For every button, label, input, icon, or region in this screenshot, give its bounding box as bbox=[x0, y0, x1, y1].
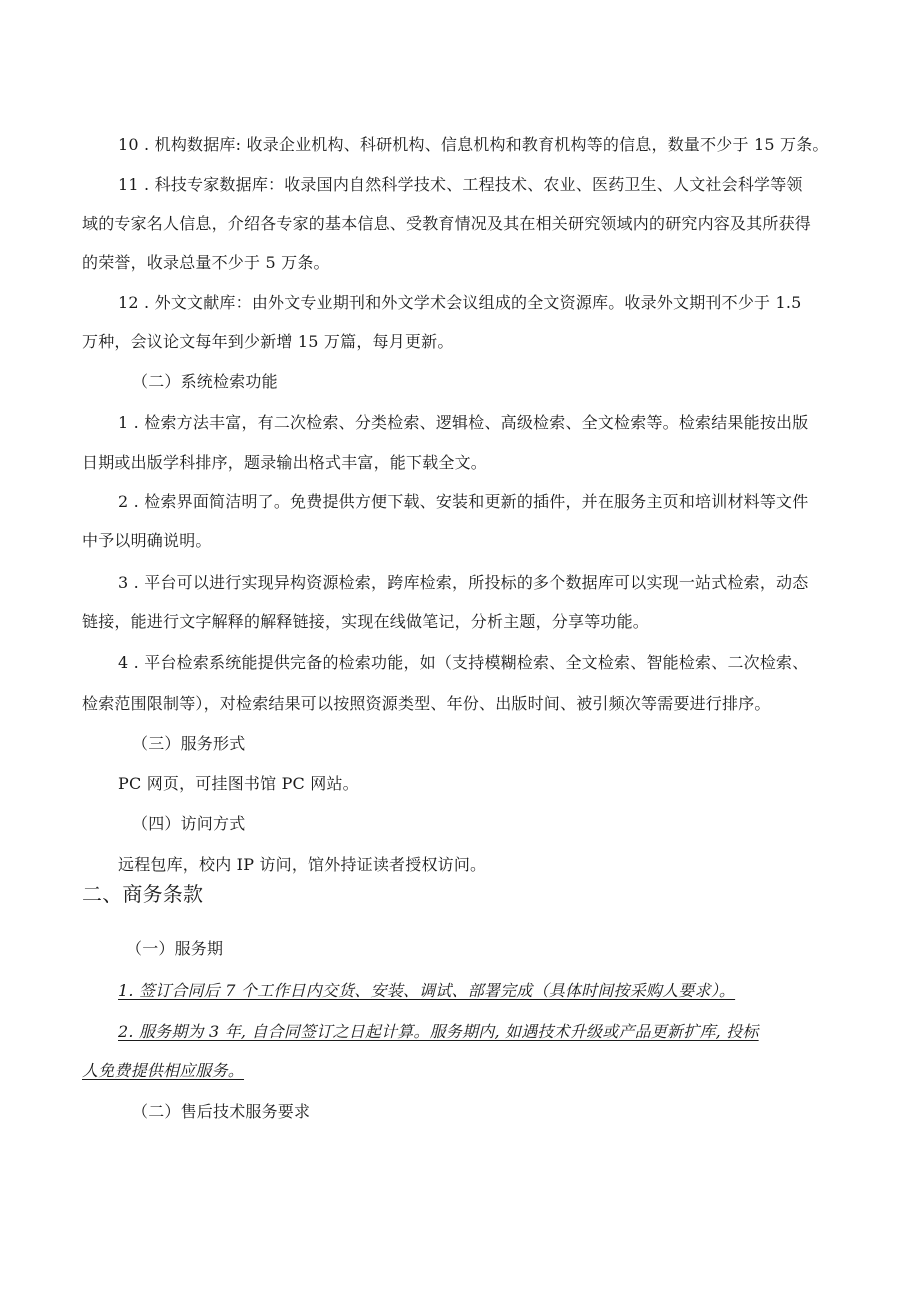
section-heading-search: （二）系统检索功能 bbox=[132, 372, 278, 391]
section-heading-service-form: （三）服务形式 bbox=[132, 734, 246, 753]
item-12-line-1: 12 . 外文文献库：由外文专业期刊和外文学术会议组成的全文资源库。收录外文期刊不少于 1.5 bbox=[118, 293, 802, 312]
search-item-4-line-2: 检索范围限制等），对检索结果可以按照资源类型、年份、出版时间、被引频次等需要进行排序。 bbox=[82, 694, 771, 713]
sub-heading-service-period: （一）服务期 bbox=[126, 939, 224, 958]
search-item-3-line-1: 3 . 平台可以进行实现异构资源检索，跨库检索，所投标的多个数据库可以实现一站式检索，动态 bbox=[118, 573, 809, 592]
item-11-line-2: 域的专家名人信息，介绍各专家的基本信息、受教育情况及其在相关研究领域内的研究内容及其所获得 bbox=[82, 214, 812, 233]
part-heading-commercial-terms: 二、商务条款 bbox=[82, 882, 204, 906]
service-period-item-1: 1. 签订合同后 7 个工作日内交货、安装、调试、部署完成（具体时间按采购人要求）。 bbox=[118, 981, 736, 1000]
service-period-item-2-line-2: 人免费提供相应服务。 bbox=[82, 1061, 245, 1080]
section-heading-access: （四）访问方式 bbox=[132, 814, 246, 833]
item-11-line-3: 的荣誉，收录总量不少于 5 万条。 bbox=[82, 253, 330, 272]
search-item-2-line-1: 2 . 检索界面简洁明了。免费提供方便下载、安装和更新的插件，并在服务主页和培训材料等文件 bbox=[118, 492, 809, 511]
service-period-item-2-line-1: 2. 服务期为 3 年, 自合同签订之日起计算。服务期内, 如遇技术升级或产品更新扩库, 投标 bbox=[118, 1022, 759, 1041]
search-item-2-line-2: 中予以明确说明。 bbox=[82, 531, 212, 550]
search-item-1-line-2: 日期或出版学科排序，题录输出格式丰富，能下载全文。 bbox=[82, 453, 488, 472]
item-10-line: 10 . 机构数据库: 收录企业机构、科研机构、信息机构和教育机构等的信息，数量不少于 15 万条。 bbox=[118, 135, 829, 154]
search-item-1-line-1: 1 . 检索方法丰富，有二次检索、分类检索、逻辑检、高级检索、全文检索等。检索结果能按出版 bbox=[118, 413, 809, 432]
service-form-text: PC 网页，可挂图书馆 PC 网站。 bbox=[118, 774, 359, 793]
sub-heading-after-sales: （二）售后技术服务要求 bbox=[132, 1102, 311, 1121]
access-text: 远程包库，校内 IP 访问，馆外持证读者授权访问。 bbox=[118, 855, 487, 874]
item-11-line-1: 11 . 科技专家数据库：收录国内自然科学技术、工程技术、农业、医药卫生、人文社会科学等领 bbox=[118, 175, 803, 194]
search-item-4-line-1: 4 . 平台检索系统能提供完备的检索功能，如（支持模糊检索、全文检索、智能检索、二次检索、 bbox=[118, 653, 809, 672]
search-item-3-line-2: 链接，能进行文字解释的解释链接，实现在线做笔记，分析主题，分享等功能。 bbox=[82, 612, 650, 631]
item-12-line-2: 万种，会议论文每年到少新增 15 万篇，每月更新。 bbox=[82, 332, 454, 351]
